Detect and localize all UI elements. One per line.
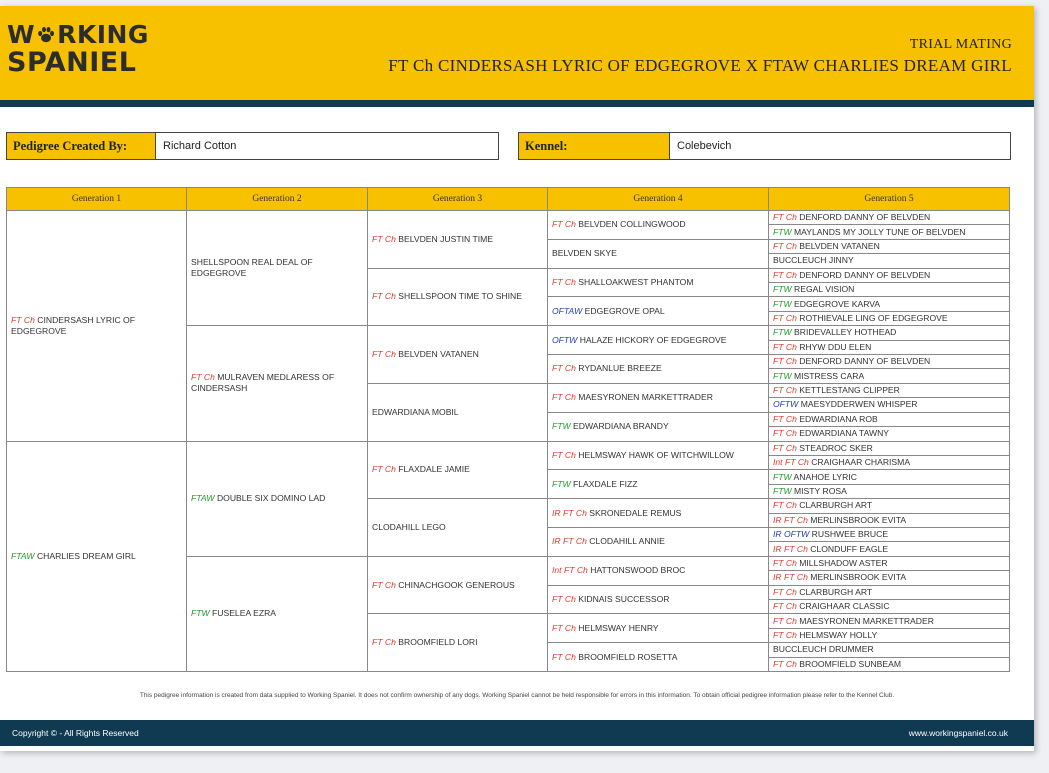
table-row	[7, 441, 1010, 455]
dog-title: FTW	[773, 298, 792, 309]
dog-name: RUSHWEE BRUCE	[811, 529, 889, 540]
dog-name: EDWARDIANA BRANDY	[573, 421, 669, 432]
header-generation-4: Generation 4	[548, 188, 769, 211]
dog-title: FT Ch	[372, 233, 396, 244]
dog-name: BROOMFIELD SUNBEAM	[799, 658, 901, 669]
dog-title: FT Ch	[773, 241, 797, 252]
gen5-dog-cell	[769, 398, 1010, 412]
dog-name: KIDNAIS SUCCESSOR	[578, 593, 670, 604]
dog-title: FT Ch	[552, 449, 576, 460]
disclaimer-text: This pedigree information is created from data supplied to Working Spaniel. It does not confirm ownership of any dogs. Working Spaniel cannot be held responsible for errors in this information. To obtain official pedigree information please refer to the Kennel Club.	[139, 692, 895, 699]
dog-name: BROOMFIELD LORI	[398, 637, 478, 648]
dog-name: CLODAHILL LEGO	[372, 521, 446, 532]
dog-title: FT Ch	[773, 212, 797, 223]
header	[0, 6, 1034, 100]
dog-title: FT Ch	[552, 593, 576, 604]
gen4-dog-cell	[548, 470, 769, 499]
dog-name: SHELLSPOON REAL DEAL OF EDGEGROVE	[191, 257, 313, 279]
dog-title: FTW	[773, 485, 792, 496]
dog-name: BELVDEN SKYE	[552, 248, 617, 259]
trial-mating-label: TRIAL MATING	[909, 37, 1012, 52]
gen5-dog-cell	[769, 297, 1010, 311]
created-by-label: Pedigree Created By:	[7, 133, 156, 159]
gen1-dog-cell	[7, 211, 187, 442]
gen5-dog-cell	[769, 614, 1010, 628]
gen5-dog-cell	[769, 585, 1010, 599]
kennel-box	[518, 132, 1011, 160]
dog-title: FT Ch	[372, 349, 396, 360]
dog-title: FT Ch	[372, 464, 396, 475]
gen5-dog-cell	[769, 499, 1010, 513]
gen5-dog-cell	[769, 412, 1010, 426]
gen5-dog-cell	[769, 326, 1010, 340]
gen4-dog-cell	[548, 614, 769, 643]
gen4-dog-cell	[548, 527, 769, 556]
dog-title: FT Ch	[372, 579, 396, 590]
gen4-dog-cell	[548, 643, 769, 672]
gen3-dog-cell	[368, 499, 548, 557]
dog-title: FTW	[552, 478, 571, 489]
gen5-dog-cell	[769, 369, 1010, 383]
dog-name: BELVDEN VATANEN	[398, 349, 479, 360]
dog-title: FT Ch	[773, 341, 797, 352]
dog-name: CLODAHILL ANNIE	[589, 536, 665, 547]
dog-title: FT Ch	[552, 277, 576, 288]
dog-name: MILLSHADOW ASTER	[799, 557, 888, 568]
gen2-dog-cell	[187, 556, 368, 671]
dog-title: Int FT Ch	[552, 565, 588, 576]
dog-title: FT Ch	[773, 557, 797, 568]
dog-name: MAESYRONEN MARKETTRADER	[578, 392, 713, 403]
dog-name: BUCCLEUCH JINNY	[773, 255, 854, 266]
gen4-dog-cell	[548, 268, 769, 297]
gen5-dog-cell	[769, 657, 1010, 671]
dog-title: IR OFTW	[773, 529, 810, 540]
gen4-dog-cell	[548, 556, 769, 585]
gen5-dog-cell	[769, 556, 1010, 570]
dog-title: OFTW	[552, 334, 578, 345]
gen2-dog-cell	[187, 441, 368, 556]
gen4-dog-cell	[548, 355, 769, 384]
gen5-dog-cell	[769, 470, 1010, 484]
created-by-value: Richard Cotton	[163, 140, 237, 152]
dog-name: SHALLOAKWEST PHANTOM	[578, 277, 694, 288]
dog-title: FT Ch	[372, 637, 396, 648]
dog-name: DENFORD DANNY OF BELVDEN	[799, 356, 931, 367]
dog-title: IR FT Ch	[773, 543, 808, 554]
table-header-row	[7, 188, 1010, 211]
dog-name: RHYW DDU ELEN	[799, 341, 872, 352]
gen5-dog-cell	[769, 527, 1010, 541]
dog-name: ANAHOE LYRIC	[793, 471, 857, 482]
gen3-dog-cell	[368, 441, 548, 499]
dog-name: EDWARDIANA ROB	[799, 413, 878, 424]
dog-name: CRAIGHAAR CLASSIC	[799, 601, 890, 612]
gen3-dog-cell	[368, 268, 548, 326]
paw-icon	[36, 25, 56, 45]
gen4-dog-cell	[548, 239, 769, 268]
gen3-dog-cell	[368, 211, 548, 269]
dog-name: CRAIGHAAR CHARISMA	[811, 457, 911, 468]
dog-name: FLAXDALE JAMIE	[398, 464, 470, 475]
dog-name: STEADROC SKER	[799, 442, 873, 453]
dog-title: FT Ch	[773, 658, 797, 669]
dog-name: MAESYRONEN MARKETTRADER	[799, 615, 934, 626]
dog-title: IR FT Ch	[773, 514, 808, 525]
dog-name: HATTONSWOOD BROC	[590, 565, 686, 576]
dog-title: FT Ch	[552, 622, 576, 633]
dog-title: FT Ch	[773, 413, 797, 424]
dog-name: MISTRESS CARA	[794, 370, 865, 381]
gen4-dog-cell	[548, 326, 769, 355]
gen5-dog-cell	[769, 643, 1010, 657]
gen5-dog-cell	[769, 441, 1010, 455]
dog-name: MERLINSBROOK EVITA	[810, 514, 907, 525]
dog-title: FT Ch	[773, 385, 797, 396]
copyright-text: Copyright © - All Rights Reserved	[12, 728, 139, 738]
dog-title: OFTW	[773, 399, 799, 410]
gen5-dog-cell	[769, 628, 1010, 642]
created-by-box	[6, 132, 499, 160]
gen4-dog-cell	[548, 441, 769, 470]
dog-name: FUSELEA EZRA	[212, 608, 277, 619]
gen5-dog-cell	[769, 571, 1010, 585]
dog-name: ROTHIEVALE LING OF EDGEGROVE	[799, 313, 948, 324]
header-generation-5: Generation 5	[769, 188, 1010, 211]
gen5-dog-cell	[769, 427, 1010, 441]
dog-name: DOUBLE SIX DOMINO LAD	[216, 493, 326, 504]
dog-name: BELVDEN JUSTIN TIME	[398, 233, 493, 244]
dog-title: FT Ch	[773, 356, 797, 367]
dog-name: CHARLIES DREAM GIRL	[36, 550, 136, 561]
dog-name: BELVDEN VATANEN	[799, 241, 880, 252]
gen5-dog-cell	[769, 513, 1010, 527]
gen5-dog-cell	[769, 211, 1010, 225]
kennel-label: Kennel:	[519, 133, 670, 159]
gen4-dog-cell	[548, 383, 769, 412]
gen5-dog-cell	[769, 239, 1010, 253]
dog-title: FTW	[191, 608, 210, 619]
dog-name: SKRONEDALE REMUS	[589, 507, 682, 518]
dog-name: DENFORD DANNY OF BELVDEN	[799, 212, 931, 223]
gen5-dog-cell	[769, 283, 1010, 297]
dog-title: FTW	[773, 471, 792, 482]
gen2-dog-cell	[187, 326, 368, 441]
gen5-dog-cell	[769, 355, 1010, 369]
dog-name: EDWARDIANA TAWNY	[799, 428, 890, 439]
gen4-dog-cell	[548, 412, 769, 441]
dog-title: FT Ch	[191, 372, 215, 383]
dog-name: SHELLSPOON TIME TO SHINE	[398, 291, 522, 302]
gen5-dog-cell	[769, 455, 1010, 469]
gen5-dog-cell	[769, 599, 1010, 613]
dog-title: FT Ch	[773, 269, 797, 280]
header-divider	[0, 100, 1034, 107]
pedigree-table	[6, 187, 1010, 672]
gen4-dog-cell	[548, 211, 769, 240]
gen5-dog-cell	[769, 311, 1010, 325]
website-link[interactable]: www.workingspaniel.co.uk	[908, 728, 1008, 738]
dog-title: FT Ch	[11, 314, 35, 325]
dog-title: FT Ch	[773, 500, 797, 511]
gen2-dog-cell	[187, 211, 368, 326]
dog-title: FTW	[773, 327, 792, 338]
gen4-dog-cell	[548, 499, 769, 528]
dog-title: FT Ch	[773, 601, 797, 612]
dog-title: FT Ch	[372, 291, 396, 302]
dog-name: KETTLESTANG CLIPPER	[799, 385, 900, 396]
header-generation-2: Generation 2	[187, 188, 368, 211]
dog-title: FT Ch	[552, 392, 576, 403]
dog-name: EDGEGROVE OPAL	[584, 305, 665, 316]
dog-title: FTW	[773, 226, 792, 237]
header-generation-1: Generation 1	[7, 188, 187, 211]
gen3-dog-cell	[368, 556, 548, 614]
dog-title: Int FT Ch	[773, 457, 809, 468]
dog-title: FTW	[773, 370, 792, 381]
dog-name: HELMSWAY HAWK OF WITCHWILLOW	[578, 449, 734, 460]
dog-title: FTAW	[11, 550, 35, 561]
dog-name: BROOMFIELD ROSETTA	[578, 651, 678, 662]
gen5-dog-cell	[769, 542, 1010, 556]
footer	[0, 720, 1034, 746]
dog-title: IR FT Ch	[552, 536, 587, 547]
header-generation-3: Generation 3	[368, 188, 548, 211]
dog-name: CLONDUFF EAGLE	[810, 543, 889, 554]
dog-title: FT Ch	[773, 313, 797, 324]
gen3-dog-cell	[368, 326, 548, 384]
pedigree-page	[0, 6, 1034, 751]
dog-name: MERLINSBROOK EVITA	[810, 572, 907, 583]
logo-line-spaniel: SPANIEL	[7, 47, 137, 78]
gen4-dog-cell	[548, 297, 769, 326]
dog-name: CHINACHGOOK GENEROUS	[398, 579, 515, 590]
gen5-dog-cell	[769, 340, 1010, 354]
dog-title: FT Ch	[773, 428, 797, 439]
dog-name: HALAZE HICKORY OF EDGEGROVE	[579, 334, 727, 345]
table-row	[7, 211, 1010, 225]
dog-title: FTW	[552, 421, 571, 432]
dog-title: FT Ch	[773, 442, 797, 453]
dog-name: CINDERSASH LYRIC OF EDGEGROVE	[11, 314, 135, 336]
dog-name: MAYLANDS MY JOLLY TUNE OF BELVDEN	[794, 226, 966, 237]
gen3-dog-cell	[368, 614, 548, 672]
dog-name: BELVDEN COLLINGWOOD	[578, 219, 686, 230]
working-spaniel-logo	[7, 21, 149, 77]
dog-name: CLARBURGH ART	[799, 500, 873, 511]
gen5-dog-cell	[769, 225, 1010, 239]
dog-title: FT Ch	[552, 363, 576, 374]
dog-name: EDGEGROVE KARVA	[794, 298, 881, 309]
gen1-dog-cell	[7, 441, 187, 672]
dog-title: FTW	[773, 284, 792, 295]
dog-name: BUCCLEUCH DRUMMER	[773, 644, 874, 655]
dog-name: REGAL VISION	[794, 284, 855, 295]
dog-name: CLARBURGH ART	[799, 586, 873, 597]
dog-name: MISTY ROSA	[794, 485, 847, 496]
dog-title: FT Ch	[773, 629, 797, 640]
dog-title: FT Ch	[552, 219, 576, 230]
dog-title: FT Ch	[773, 615, 797, 626]
dog-name: HELMSWAY HENRY	[578, 622, 659, 633]
gen4-dog-cell	[548, 585, 769, 614]
dog-title: FT Ch	[552, 651, 576, 662]
dog-title: FT Ch	[773, 586, 797, 597]
gen5-dog-cell	[769, 484, 1010, 498]
logo-letters-rking: RKING	[57, 20, 149, 49]
mating-title: FT Ch CINDERSASH LYRIC OF EDGEGROVE X FTAW CHARLIES DREAM GIRL	[388, 56, 1012, 75]
gen5-dog-cell	[769, 383, 1010, 397]
dog-name: BRIDEVALLEY HOTHEAD	[794, 327, 897, 338]
dog-name: FLAXDALE FIZZ	[573, 478, 638, 489]
logo-letter-w: W	[7, 20, 36, 49]
dog-name: HELMSWAY HOLLY	[799, 629, 878, 640]
gen3-dog-cell	[368, 383, 548, 441]
gen5-dog-cell	[769, 254, 1010, 268]
dog-title: FTAW	[191, 493, 215, 504]
gen5-dog-cell	[769, 268, 1010, 282]
dog-name: MAESYDDERWEN WHISPER	[800, 399, 918, 410]
dog-title: OFTAW	[552, 305, 583, 316]
dog-title: IR FT Ch	[773, 572, 808, 583]
dog-title: IR FT Ch	[552, 507, 587, 518]
kennel-value: Colebevich	[677, 140, 732, 152]
dog-name: EDWARDIANA MOBIL	[372, 406, 459, 417]
dog-name: RYDANLUE BREEZE	[578, 363, 662, 374]
dog-name: DENFORD DANNY OF BELVDEN	[799, 269, 931, 280]
dog-name: MULRAVEN MEDLARESS OF CINDERSASH	[191, 372, 335, 394]
